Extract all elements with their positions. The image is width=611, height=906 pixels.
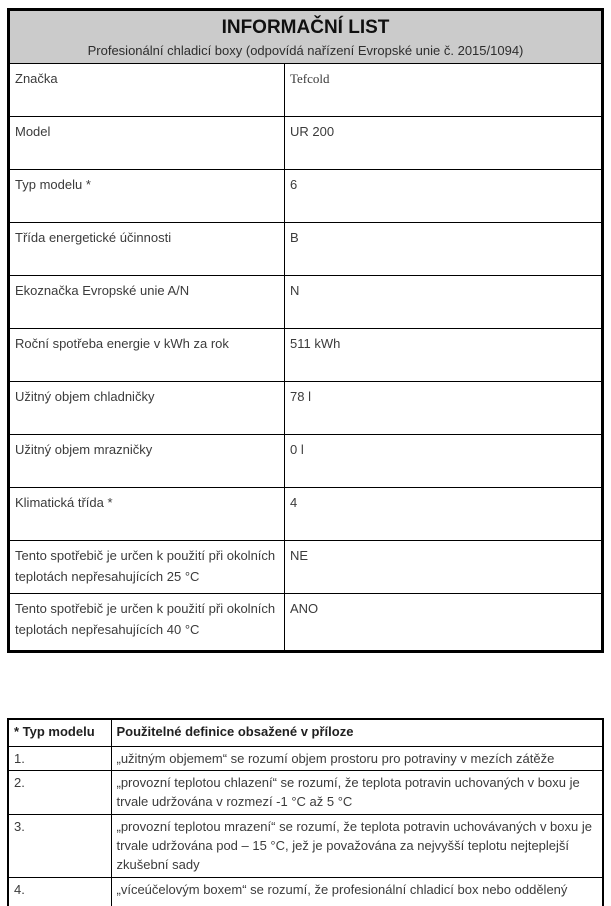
- table-row-ecolabel: [9, 276, 603, 329]
- definition-number: 3.: [8, 815, 111, 878]
- row-value: 78 l: [285, 382, 603, 435]
- definition-text: „víceúčelovým boxem“ se rozumí, že profesionální chladicí box nebo oddělený: [111, 877, 603, 906]
- definition-row-2: [8, 771, 603, 815]
- row-value: N: [285, 276, 603, 329]
- definition-row-4: [8, 877, 603, 906]
- table-row-fridge-volume: [9, 382, 603, 435]
- definition-number: 4.: [8, 877, 111, 906]
- page-title: INFORMAČNÍ LIST: [221, 17, 390, 38]
- row-label: Tento spotřebič je určen k použití při okolních teplotách nepřesahujících 40 °C: [9, 594, 285, 652]
- definitions-header-row: [8, 719, 603, 746]
- table-row-freezer-volume: [9, 435, 603, 488]
- definition-row-3: [8, 815, 603, 878]
- table-row-climate-class: [9, 488, 603, 541]
- table-row-brand: [9, 64, 603, 117]
- definition-row-1: [8, 746, 603, 771]
- definition-number: 1.: [8, 746, 111, 771]
- row-label: Značka: [9, 64, 285, 117]
- row-label: Typ modelu *: [9, 170, 285, 223]
- info-sheet-header-row: [9, 10, 603, 64]
- row-label: Užitný objem mrazničky: [9, 435, 285, 488]
- definition-text: „provozní teplotou mrazení“ se rozumí, že teplota potravin uchovávaných v boxu je trvale udržována pod – 15 °C, jež je považována za nejvyšší teplotu nejteplejší zkušební sady: [111, 815, 603, 878]
- info-sheet-table: [7, 8, 604, 653]
- row-label: Roční spotřeba energie v kWh za rok: [9, 329, 285, 382]
- brand-value: Tefcold: [285, 64, 603, 117]
- definitions-col-header-definition: Použitelné definice obsažené v příloze: [111, 719, 603, 746]
- row-value: NE: [285, 541, 603, 594]
- table-row-model-type: [9, 170, 603, 223]
- table-row-model: [9, 117, 603, 170]
- row-value: 0 l: [285, 435, 603, 488]
- row-label: Klimatická třída *: [9, 488, 285, 541]
- table-row-ambient-40: [9, 594, 603, 652]
- row-value: 511 kWh: [285, 329, 603, 382]
- row-label: Třída energetické účinnosti: [9, 223, 285, 276]
- page-subtitle: Profesionální chladicí boxy (odpovídá nařízení Evropské unie č. 2015/1094): [87, 42, 524, 58]
- row-label: Užitný objem chladničky: [9, 382, 285, 435]
- definitions-table: [7, 718, 604, 906]
- definition-number: 2.: [8, 771, 111, 815]
- row-value: 4: [285, 488, 603, 541]
- row-value: 6: [285, 170, 603, 223]
- definitions-col-header-type: * Typ modelu: [8, 719, 111, 746]
- definition-text: „užitným objemem“ se rozumí objem prostoru pro potraviny v mezích zátěže: [111, 746, 603, 771]
- row-value: UR 200: [285, 117, 603, 170]
- row-value: B: [285, 223, 603, 276]
- table-row-annual-energy: [9, 329, 603, 382]
- table-row-ambient-25: [9, 541, 603, 594]
- row-value: ANO: [285, 594, 603, 652]
- info-sheet-header: [9, 10, 603, 64]
- row-label: Ekoznačka Evropské unie A/N: [9, 276, 285, 329]
- definition-text: „provozní teplotou chlazení“ se rozumí, že teplota potravin uchovaných v boxu je trvale udržována v rozmezí -1 °C až 5 °C: [111, 771, 603, 815]
- table-row-energy-class: [9, 223, 603, 276]
- row-label: Model: [9, 117, 285, 170]
- row-label: Tento spotřebič je určen k použití při okolních teplotách nepřesahujících 25 °C: [9, 541, 285, 594]
